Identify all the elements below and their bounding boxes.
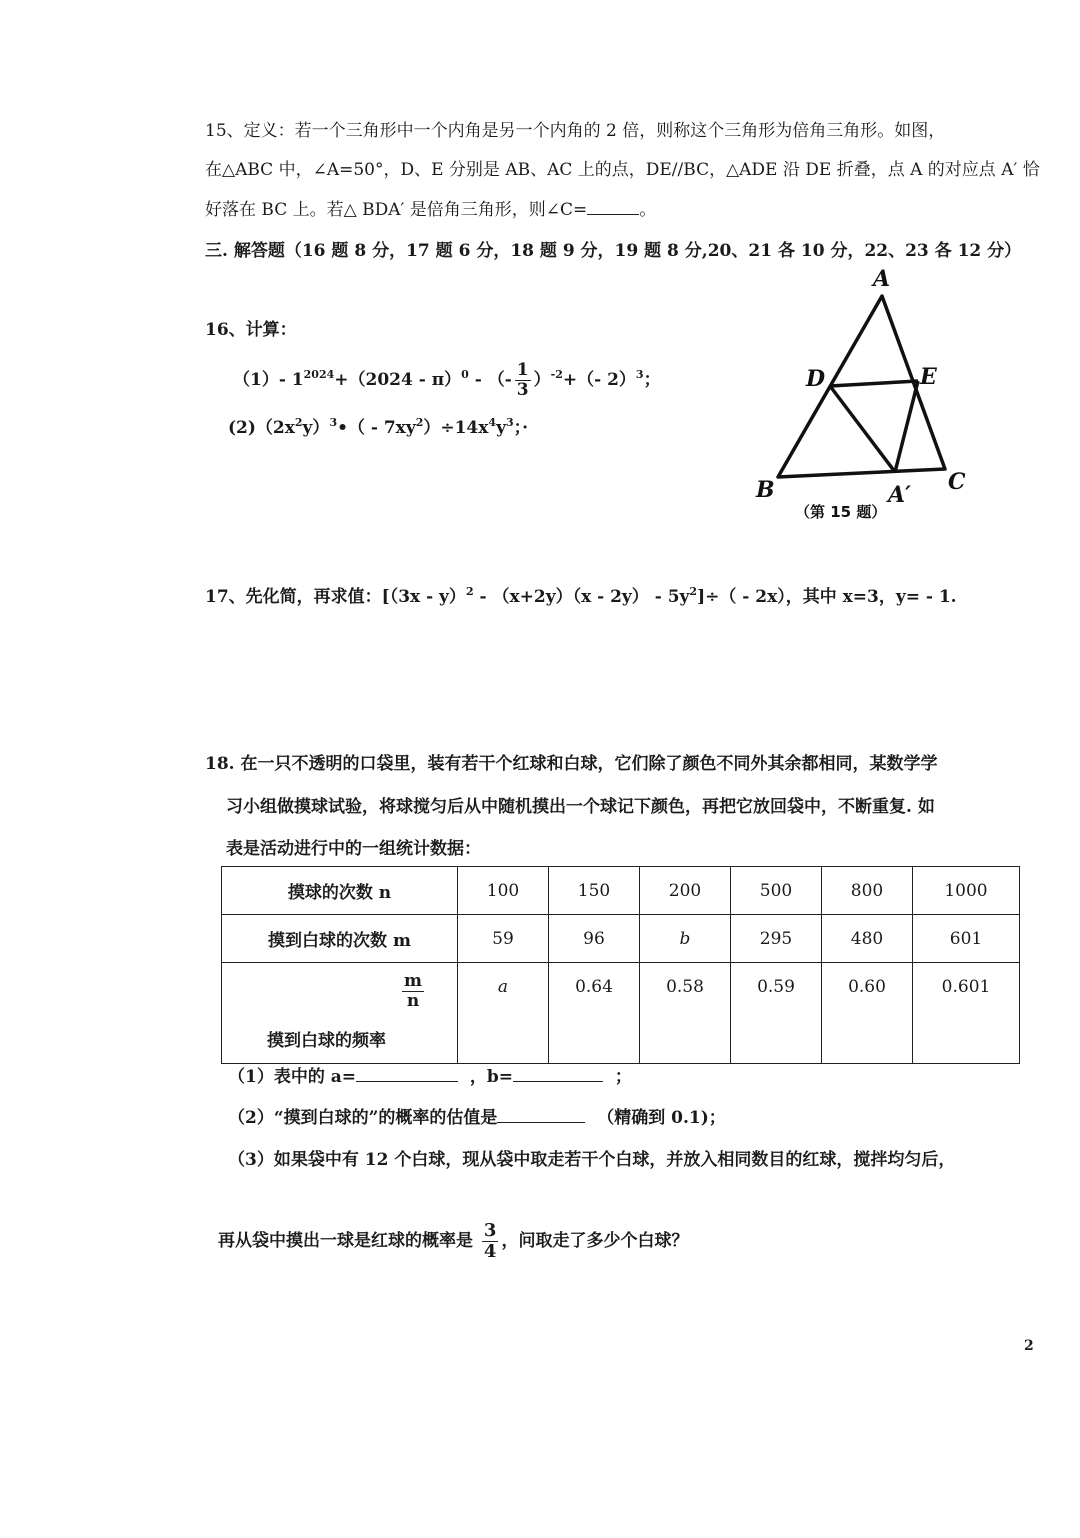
q17-a: 17、先化简，再求值：[（3x - y） [205, 587, 466, 607]
q15-line3-text: 好落在 BC 上。若△ BDA′ 是倍角三角形，则∠C= [205, 200, 588, 220]
q17-b: - （x+2y）（x - 2y） - 5y [473, 587, 690, 607]
q15-line2: 在△ABC 中，∠A=50°，D、E 分别是 AB、AC 上的点，DE//BC，△ADE 沿 DE 折叠，点 A 的对应点 A′ 恰 [205, 160, 1040, 180]
label-a-prime: A′ [888, 482, 911, 508]
segment-de [830, 381, 918, 386]
row-head-frequency-text: 摸到白球的频率 [267, 1031, 386, 1051]
q15-line1: 15、定义：若一个三角形中一个内角是另一个内角的 2 倍，则称这个三角形为倍角三角形。如图， [205, 121, 946, 141]
q16-p1-exp2: 0 [461, 368, 469, 381]
q16-p1-f: ； [643, 370, 661, 390]
q15-line3-end: 。 [639, 200, 657, 220]
page-number: 2 [1024, 1338, 1034, 1354]
q16-title: 16、计算： [205, 320, 297, 340]
table-cell: 0.60 [822, 963, 913, 1064]
figure-caption: （第 15 题） [795, 503, 887, 521]
table-row [222, 963, 1020, 1064]
frequency-fraction [402, 973, 424, 1010]
q18-sub1-a: （1）表中的 a= [228, 1067, 357, 1087]
q16-p2-c: •（ - 7xy [337, 418, 416, 438]
section3-title: 三. 解答题（16 题 8 分，17 题 6 分，18 题 9 分，19 题 8 分,20、21 各 10 分，22、23 各 12 分） [205, 241, 1022, 261]
q16-p2-a: (2)（2x [228, 418, 295, 438]
label-c: C [948, 469, 966, 495]
prob-den: 4 [483, 1241, 497, 1262]
table-cell: 59 [458, 915, 549, 963]
table-cell: 100 [458, 867, 549, 915]
table-cell: 200 [640, 867, 731, 915]
q16-p1-exp4: 3 [635, 368, 644, 381]
q18-sub2-b: （精确到 0.1)； [597, 1108, 726, 1128]
table-cell: b [640, 915, 731, 963]
q17-exp1: 2 [465, 585, 474, 598]
q16-p1-exp1: 2024 [303, 368, 335, 381]
answer-blank-b [513, 1067, 603, 1082]
answer-blank-estimate [497, 1108, 585, 1123]
table-row [222, 867, 1020, 915]
q18-sub1 [228, 1067, 632, 1087]
q18-sub1-b: ，b= [469, 1067, 513, 1087]
q16-p2-exp4: 4 [488, 416, 497, 429]
q16-p2-exp2: 3 [329, 416, 338, 429]
q16-part1 [233, 362, 661, 399]
q16-p2-d: ）÷14x [423, 418, 489, 438]
prob-num: 3 [483, 1220, 497, 1241]
statistics-table [221, 866, 1020, 1064]
frac-den: n [406, 991, 420, 1011]
table-cell: 150 [549, 867, 640, 915]
q18-sub3b-a: 再从袋中摸出一球是红球的概率是 [218, 1231, 473, 1251]
row-head-trials: 摸球的次数 n [222, 867, 458, 915]
frac-num: m [404, 971, 422, 991]
q16-p1-c: - （- [468, 370, 512, 390]
q16-p1-den: 3 [516, 380, 529, 400]
probability-fraction [482, 1222, 499, 1261]
table-cell: 0.601 [913, 963, 1020, 1064]
q17-text [205, 587, 957, 607]
q15-line3 [205, 200, 656, 220]
label-e: E [920, 364, 937, 390]
table-cell: 0.64 [549, 963, 640, 1064]
q18-sub3b [218, 1222, 688, 1261]
label-b: B [756, 477, 775, 503]
label-a: A [873, 266, 891, 292]
table-cell: 1000 [913, 867, 1020, 915]
q18-sub2 [228, 1108, 726, 1128]
label-d: D [806, 366, 826, 392]
q16-p2-b: y） [302, 418, 330, 438]
q16-p1-num: 1 [516, 360, 529, 380]
table-cell: 480 [822, 915, 913, 963]
row-head-frequency [222, 963, 458, 1064]
q16-p2-exp3: 2 [415, 416, 424, 429]
q17-exp2: 2 [689, 585, 698, 598]
table-cell: 0.58 [640, 963, 731, 1064]
q18-sub3b-b: ，问取走了多少个白球？ [501, 1231, 689, 1251]
row-head-white-count: 摸到白球的次数 m [222, 915, 458, 963]
q15-answer-blank [587, 200, 639, 215]
segment-ea-prime [895, 381, 918, 472]
q18-sub3: （3）如果袋中有 12 个白球，现从袋中取走若干个白球，并放入相同数目的红球，搅拌均匀后， [228, 1150, 956, 1170]
q16-p1-e: +（- 2） [562, 370, 636, 390]
q18-line2: 习小组做摸球试验，将球搅匀后从中随机摸出一个球记下颜色，再把它放回袋中，不断重复. 如 [226, 797, 935, 817]
table-cell: 601 [913, 915, 1020, 963]
triangle-figure [740, 262, 980, 532]
q18-line3: 表是活动进行中的一组统计数据： [226, 839, 481, 859]
q16-p1-d: ） [533, 370, 551, 390]
table-cell: 800 [822, 867, 913, 915]
q16-p1-exp3: -2 [550, 368, 563, 381]
answer-blank-a [356, 1067, 458, 1082]
q16-p2-exp5: 3 [505, 416, 514, 429]
table-cell: 500 [731, 867, 822, 915]
q18-sub2-a: （2）“摸到白球的”的概率的估值是 [228, 1108, 498, 1128]
table-row [222, 915, 1020, 963]
q16-p2-f: ；· [513, 418, 529, 438]
q16-p2-e: y [496, 418, 506, 438]
q16-p2-exp1: 2 [294, 416, 303, 429]
segment-da-prime [830, 386, 895, 472]
q18-sub1-c: ； [614, 1067, 632, 1087]
q17-c: ]÷（ - 2x），其中 x=3，y= - 1. [697, 587, 957, 607]
q16-p1-a: （1）- 1 [233, 370, 304, 390]
table-cell: 0.59 [731, 963, 822, 1064]
table-cell: 96 [549, 915, 640, 963]
q18-line1: 18. 在一只不透明的口袋里，装有若干个红球和白球，它们除了颜色不同外其余都相同，某数学学 [205, 754, 938, 774]
table-cell: 295 [731, 915, 822, 963]
table-cell: a [458, 963, 549, 1064]
q16-p1-fraction [515, 362, 531, 399]
q16-p1-b: +（2024 - π） [334, 370, 462, 390]
q16-part2 [228, 418, 528, 438]
